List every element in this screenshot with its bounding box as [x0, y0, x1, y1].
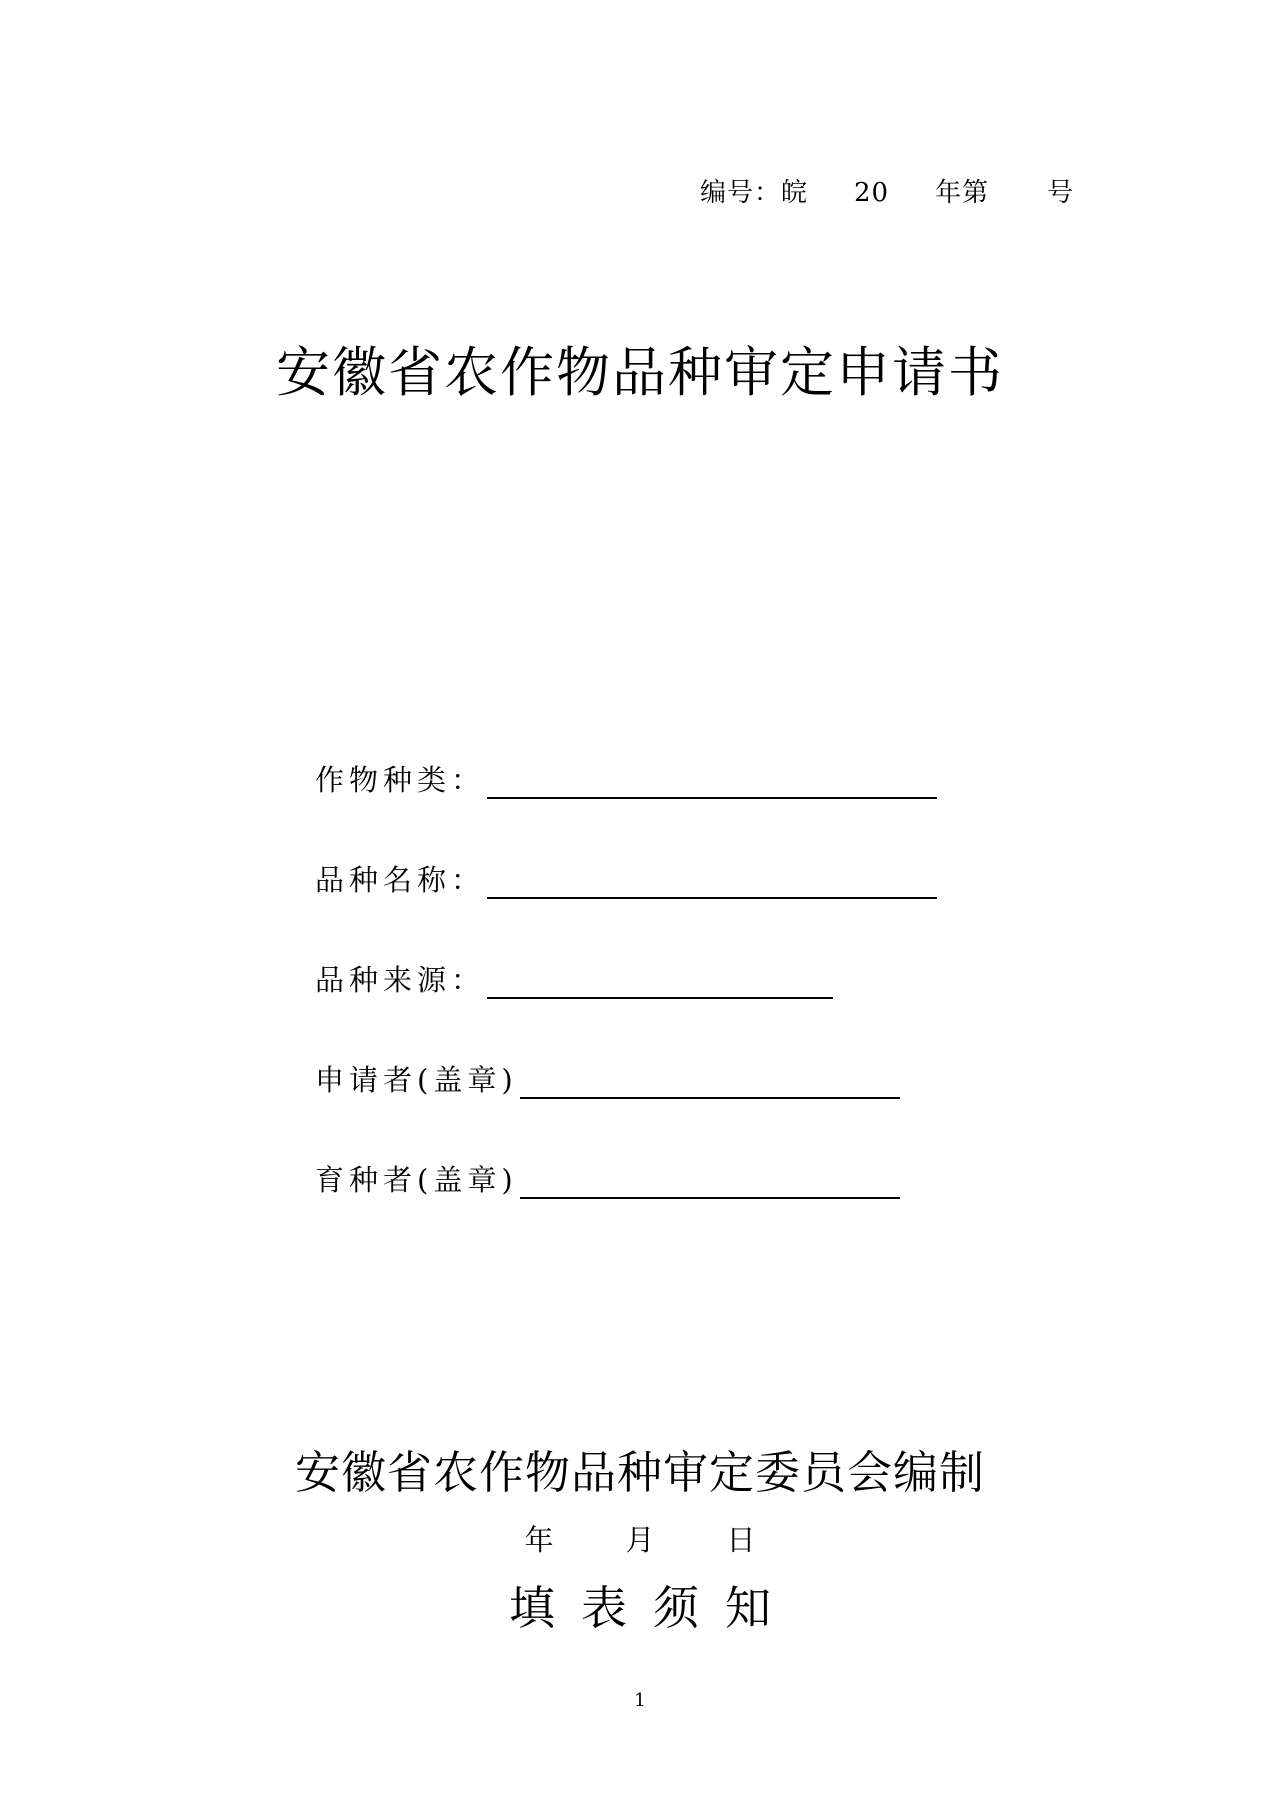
date-month: 月: [625, 1523, 655, 1557]
date-year: 年: [524, 1523, 554, 1557]
field-variety-name: [315, 858, 937, 899]
notice-title: 填表须知: [509, 1581, 797, 1635]
field-variety-source: [315, 958, 833, 999]
field-crop-type-label: 作物种类：: [315, 763, 486, 797]
date-day: 日: [726, 1523, 756, 1557]
field-crop-type-blank[interactable]: [487, 769, 937, 799]
field-crop-type: [315, 758, 937, 799]
field-applicant: [315, 1058, 900, 1099]
field-breeder-blank[interactable]: [520, 1169, 900, 1199]
document-title: 安徽省农作物品种审定申请书: [276, 341, 1004, 404]
document-number-suffix: 号: [1047, 178, 1075, 208]
field-variety-source-label: 品种来源：: [315, 963, 486, 997]
field-variety-name-blank[interactable]: [487, 869, 937, 899]
page-number: 1: [634, 1690, 646, 1711]
field-variety-source-blank[interactable]: [487, 969, 833, 999]
document-number-year-prefix: 20: [854, 178, 890, 208]
document-number: [700, 172, 1074, 209]
document-number-year-suffix: 年第: [935, 178, 990, 208]
field-breeder: [315, 1158, 900, 1199]
compiler-line: 安徽省农作物品种审定委员会编制: [294, 1446, 985, 1499]
field-variety-name-label: 品种名称：: [315, 863, 486, 897]
date-line: [0, 1518, 1280, 1559]
field-breeder-label: 育种者(盖章): [315, 1163, 518, 1197]
document-number-label: 编号：皖: [700, 178, 809, 208]
field-applicant-blank[interactable]: [520, 1069, 900, 1099]
field-applicant-label: 申请者(盖章): [315, 1063, 518, 1097]
